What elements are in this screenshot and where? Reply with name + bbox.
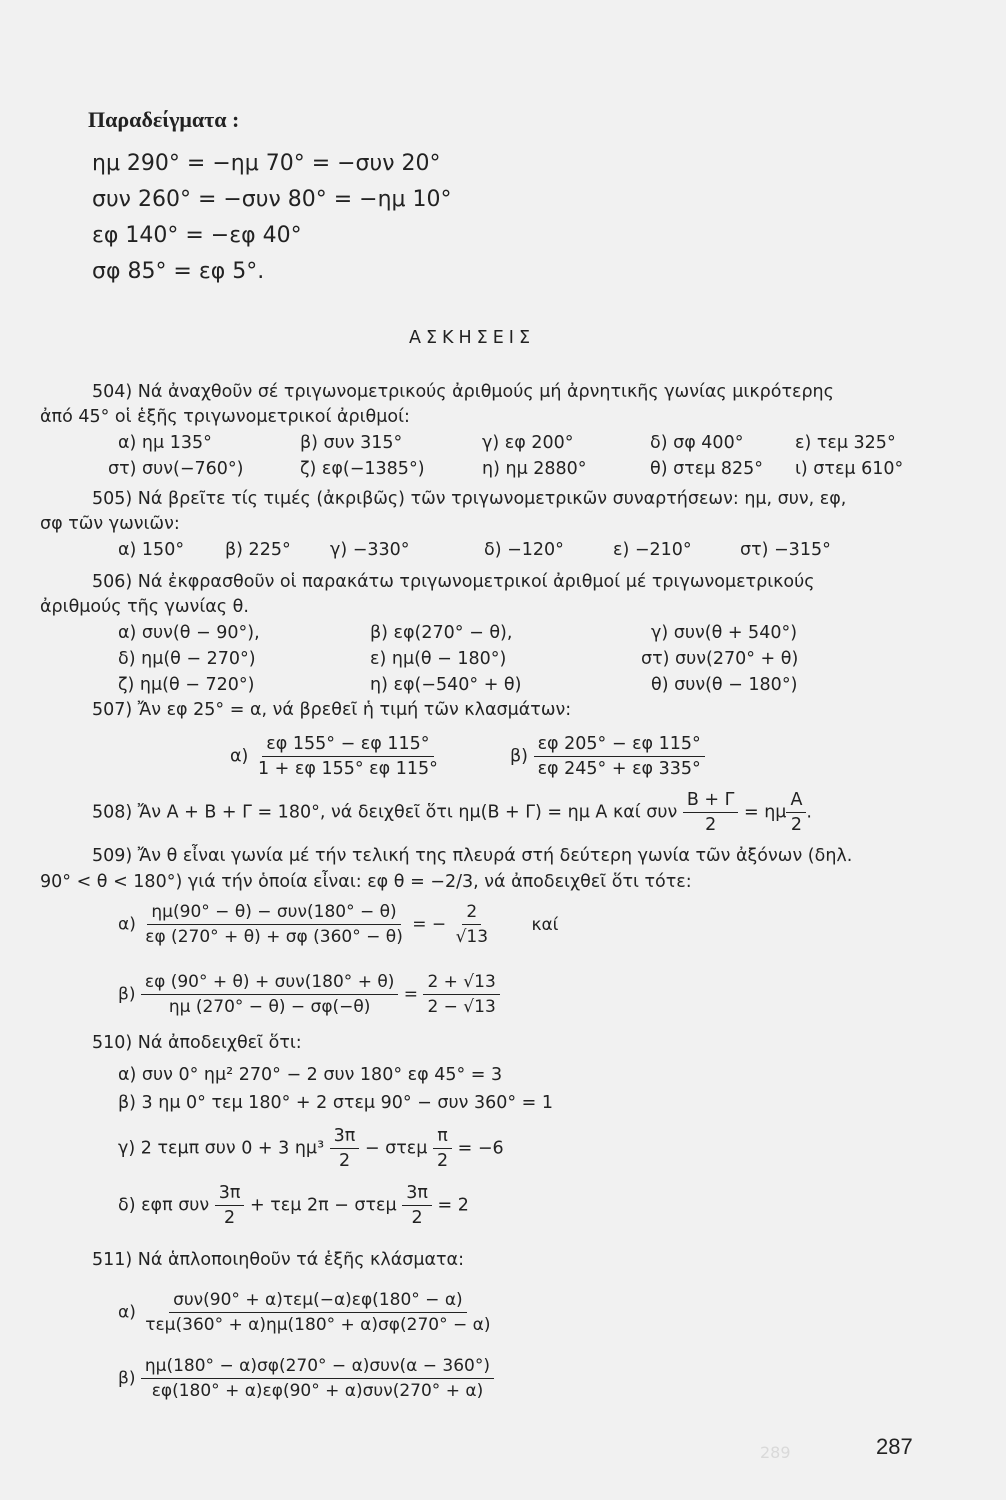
fraction: [330, 1126, 360, 1171]
ex510-c: [118, 1126, 504, 1171]
ex504-item: δ) σφ 400°: [650, 433, 744, 453]
fraction-denominator: 2: [436, 1151, 449, 1171]
fraction-numerator: εφ 205° − εφ 115°: [534, 734, 705, 757]
ex506-item: θ) συν(θ − 180°): [651, 675, 798, 695]
ex504-item: ζ) εφ(−1385°): [300, 459, 425, 479]
ex504-item: θ) στεμ 825°: [650, 459, 764, 479]
fraction-denominator: εφ(180° + α)εφ(90° + α)συν(270° + α): [151, 1381, 484, 1401]
ex510-d-end: = 2: [437, 1195, 469, 1216]
fraction: [786, 790, 806, 835]
ex504-item: στ) συν(−760°): [108, 459, 244, 479]
bleed-through-text: 289: [760, 1443, 791, 1462]
ex510-c-text: γ) 2 τεμπ συν 0 + 3 ημ³: [118, 1138, 325, 1159]
exercise-509-line2: 90° < θ < 180°) γιά τήν ὁποία εἶναι: εφ θ = −2/3, νά ἀποδειχθεῖ ὅτι τότε:: [40, 872, 692, 892]
exercise-509-line1: 509) Ἄν θ εἶναι γωνία μέ τήν τελική της πλευρά στή δεύτερη γωνία τῶν ἀξόνων (δηλ.: [92, 846, 853, 866]
exercise-508: [92, 790, 812, 835]
ex511-b: [118, 1356, 494, 1401]
and-word: καί: [531, 914, 559, 935]
fraction: [141, 1356, 494, 1401]
fraction: [683, 790, 739, 835]
fraction: [402, 1183, 432, 1228]
label-b: β): [118, 1368, 136, 1389]
example-line: συν 260° = −συν 80° = −ημ 10°: [92, 187, 452, 212]
fraction-numerator: Α: [786, 790, 806, 813]
ex506-item: δ) ημ(θ − 270°): [118, 649, 256, 669]
equals-text: = ημ: [743, 802, 787, 823]
fraction-denominator: τεμ(360° + α)ημ(180° + α)σφ(270° − α): [145, 1315, 491, 1335]
label-a: α): [118, 914, 136, 935]
ex510-c-end: = −6: [457, 1138, 504, 1159]
ex505-item: ε) −210°: [613, 540, 692, 560]
ex510-a: α) συν 0° ημ² 270° − 2 συν 180° εφ 45° = 3: [118, 1065, 503, 1085]
label-a: α): [230, 746, 249, 767]
exercise-506-line2: ἀριθμούς τῆς γωνίας θ.: [40, 597, 249, 617]
fraction-numerator: 3π: [215, 1183, 245, 1206]
ex506-item: β) εφ(270° − θ),: [370, 623, 513, 643]
label-b: β): [118, 984, 136, 1005]
exercise-507-line1: 507) Ἄν εφ 25° = α, νά βρεθεῖ ἡ τιμή τῶν κλασμάτων:: [92, 700, 572, 720]
fraction-a: [254, 734, 442, 779]
exercise-504-line1: 504) Νά ἀναχθοῦν σέ τριγωνομετρικούς ἀριθμούς μή ἀρνητικῆς γωνίας μικρότερης: [92, 382, 834, 402]
ex510-b: β) 3 ημ 0° τεμ 180° + 2 στεμ 90° − συν 360° = 1: [118, 1093, 554, 1113]
fraction-denominator: 2: [411, 1208, 423, 1228]
ex504-item: α) ημ 135°: [118, 433, 212, 453]
fraction-numerator: εφ (90° + θ) + συν(180° + θ): [141, 972, 398, 995]
fraction: [423, 972, 499, 1017]
fraction: [141, 1290, 494, 1335]
ex511-a: [118, 1290, 494, 1335]
fraction-numerator: ημ(90° − θ) − συν(180° − θ): [147, 902, 400, 925]
example-line: εφ 140° = −εφ 40°: [92, 223, 302, 248]
fraction: [452, 902, 492, 947]
fraction-numerator: 3π: [330, 1126, 360, 1149]
ex504-item: η) ημ 2880°: [482, 459, 587, 479]
fraction-numerator: συν(90° + α)τεμ(−α)εφ(180° − α): [169, 1290, 467, 1313]
label-b: β): [510, 746, 528, 767]
fraction-numerator: ημ(180° − α)σφ(270° − α)συν(α − 360°): [141, 1356, 494, 1379]
ex506-item: ε) ημ(θ − 180°): [370, 649, 507, 669]
ex509-b: [118, 972, 500, 1017]
section-title: ΑΣΚΗΣΕΙΣ: [409, 328, 535, 348]
fraction-denominator: 1 + εφ 155° εφ 115°: [257, 759, 438, 779]
ex506-item: η) εφ(−540° + θ): [370, 675, 522, 695]
fraction: [141, 902, 407, 947]
fraction: [433, 1126, 452, 1171]
fraction-denominator: 2: [224, 1208, 236, 1228]
ex510-d-mid: + τεμ 2π − στεμ: [250, 1195, 397, 1216]
page-number: 287: [876, 1434, 913, 1459]
ex507-b: [510, 734, 705, 779]
ex504-item: ε) τεμ 325°: [795, 433, 896, 453]
fraction: [141, 972, 398, 1017]
exercise-510-line1: 510) Νά ἀποδειχθεῖ ὅτι:: [92, 1033, 302, 1053]
fraction-denominator: 2 − √13: [427, 997, 496, 1017]
fraction-denominator: εφ 245° + εφ 335°: [537, 759, 701, 779]
ex506-item: στ) συν(270° + θ): [641, 649, 799, 669]
ex505-item: β) 225°: [225, 540, 291, 560]
fraction-numerator: 2 + √13: [423, 972, 499, 995]
fraction-numerator: Β + Γ: [683, 790, 739, 813]
fraction-numerator: 2: [462, 902, 481, 925]
ex505-item: στ) −315°: [740, 540, 831, 560]
ex506-item: ζ) ημ(θ − 720°): [118, 675, 255, 695]
fraction: [215, 1183, 245, 1228]
exercise-511-line1: 511) Νά ἁπλοποιηθοῦν τά ἑξῆς κλάσματα:: [92, 1250, 464, 1270]
fraction-numerator: εφ 155° − εφ 115°: [262, 734, 433, 757]
ex506-item: γ) συν(θ + 540°): [651, 623, 798, 643]
ex510-d: [118, 1183, 469, 1228]
fraction-denominator: 2: [790, 815, 802, 835]
ex510-c-mid: − στεμ: [364, 1138, 428, 1159]
exercise-506-line1: 506) Νά ἐκφρασθοῦν οἱ παρακάτω τριγωνομετρικοί ἀριθμοί μέ τριγωνομετρικούς: [92, 572, 815, 592]
fraction-denominator: εφ (270° + θ) + σφ (360° − θ): [145, 927, 403, 947]
ex505-item: γ) −330°: [330, 540, 410, 560]
example-line: ημ 290° = −ημ 70° = −συν 20°: [92, 151, 441, 176]
exercise-505-line1: 505) Νά βρεῖτε τίς τιμές (ἀκριβῶς) τῶν τριγωνομετρικῶν συναρτήσεων: ημ, συν, εφ,: [92, 489, 847, 509]
fraction-numerator: π: [433, 1126, 452, 1149]
examples-heading: Παραδείγματα :: [88, 107, 240, 132]
fraction-denominator: ημ (270° − θ) − σφ(−θ): [168, 997, 371, 1017]
exercise-504-line2: ἀπό 45° οἱ ἑξῆς τριγωνομετρικοί ἀριθμοί:: [40, 407, 410, 427]
ex509-a: [118, 902, 558, 947]
fraction-denominator: 2: [338, 1151, 351, 1171]
example-line: σφ 85° = εφ 5°.: [92, 259, 265, 284]
ex504-item: β) συν 315°: [300, 433, 403, 453]
ex504-item: γ) εφ 200°: [482, 433, 574, 453]
fraction-numerator: 3π: [402, 1183, 432, 1206]
ex507-a-label: [230, 734, 442, 779]
fraction-b: [534, 734, 705, 779]
fraction-denominator: 2: [705, 815, 717, 835]
ex506-item: α) συν(θ − 90°),: [118, 623, 260, 643]
ex504-item: ι) στεμ 610°: [795, 459, 904, 479]
period: .: [806, 802, 812, 823]
ex505-item: δ) −120°: [484, 540, 564, 560]
ex505-item: α) 150°: [118, 540, 185, 560]
equals-text: =: [403, 984, 419, 1005]
fraction-denominator: √13: [455, 927, 489, 947]
ex510-d-text: δ) εφπ συν: [118, 1195, 210, 1216]
label-a: α): [118, 1302, 136, 1323]
exercise-505-line2: σφ τῶν γωνιῶν:: [40, 514, 180, 534]
exercise-508-text: 508) Ἄν Α + Β + Γ = 180°, νά δειχθεῖ ὅτι ημ(Β + Γ) = ημ Α καί συν: [92, 802, 678, 823]
equals-text: = −: [412, 914, 447, 935]
